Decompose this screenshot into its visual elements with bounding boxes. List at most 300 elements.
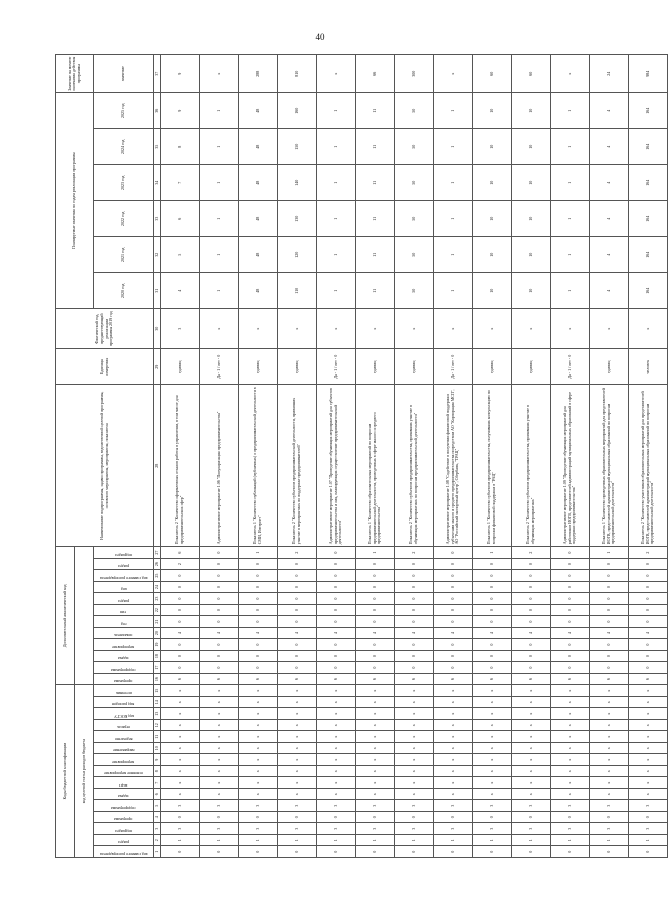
year-value: 11 xyxy=(356,237,395,273)
column-number: 16 xyxy=(154,673,161,685)
year-value: 1 xyxy=(200,93,239,129)
code-column-header xyxy=(94,800,154,812)
code-cell: x xyxy=(434,697,473,709)
code-cell: 0 xyxy=(161,616,200,628)
year-value: 1 xyxy=(551,93,590,129)
code-cell: x xyxy=(512,743,551,755)
code-cell: 0 xyxy=(278,558,317,570)
final-value: x xyxy=(434,55,473,93)
code-column-label: код главного распорядителя xyxy=(99,575,148,581)
code-cell: x xyxy=(317,766,356,778)
code-cell: 2 xyxy=(395,547,434,559)
year-value: 50 xyxy=(395,129,434,165)
code-cell: 0 xyxy=(239,593,278,605)
unit-cell: единиц xyxy=(278,349,317,385)
code-cell: 0 xyxy=(317,604,356,616)
column-number: 9 xyxy=(154,754,161,766)
code-cell: 2 xyxy=(161,558,200,570)
year-value: 8 xyxy=(161,129,200,165)
indicators-table xyxy=(55,54,668,858)
code-cell: x xyxy=(200,731,239,743)
code-cell: x xyxy=(629,708,668,720)
year-value: 9 xyxy=(161,93,200,129)
code-cell: 0 xyxy=(551,616,590,628)
code-cell: x xyxy=(239,743,278,755)
code-cell: x xyxy=(356,754,395,766)
final-value: 9 xyxy=(161,55,200,93)
code-cell: x xyxy=(278,685,317,697)
table-row xyxy=(356,55,395,858)
code-cell: 0 xyxy=(434,812,473,824)
analytic-code-header: Дополнительный аналитический код xyxy=(56,547,75,685)
code-cell: x xyxy=(200,720,239,732)
year-value: 164 xyxy=(629,93,668,129)
code-cell: 6 xyxy=(551,673,590,685)
code-column-label: тип xyxy=(120,610,127,616)
final-value: 60 xyxy=(473,55,512,93)
column-number: 15 xyxy=(154,685,161,697)
code-cell: 0 xyxy=(317,581,356,593)
code-cell: 0 xyxy=(473,616,512,628)
code-cell: 1 xyxy=(200,835,239,847)
column-number: 23 xyxy=(154,593,161,605)
code-cell: 0 xyxy=(434,558,473,570)
unit-cell: Да - 1 / нет - 0 xyxy=(317,349,356,385)
code-column-header xyxy=(94,720,154,732)
code-column-header xyxy=(94,766,154,778)
year-value: 48 xyxy=(239,93,278,129)
code-cell: x xyxy=(551,789,590,801)
year-value: 4 xyxy=(590,129,629,165)
code-cell: 6 xyxy=(512,673,551,685)
year-value: 160 xyxy=(278,93,317,129)
code-column-header xyxy=(94,754,154,766)
code-cell: 3 xyxy=(512,800,551,812)
final-value: 60 xyxy=(512,55,551,93)
code-cell: x xyxy=(161,720,200,732)
code-cell: x xyxy=(161,777,200,789)
base-value: x xyxy=(551,309,590,349)
code-cell: 0 xyxy=(473,650,512,662)
code-cell: x xyxy=(239,731,278,743)
code-cell: x xyxy=(434,743,473,755)
code-cell: 0 xyxy=(317,650,356,662)
code-cell: 0 xyxy=(200,558,239,570)
code-cell: x xyxy=(590,789,629,801)
code-cell: x xyxy=(317,720,356,732)
code-cell: 4 xyxy=(395,627,434,639)
year-value: 10 xyxy=(512,237,551,273)
year-header: 2021 год xyxy=(94,237,154,273)
budget-codes-header: Коды бюджетной классификации xyxy=(56,685,75,858)
indicator-name: Показатель 1 "Количество образовательных мероприятий по вопросам предпринимательской деятельности, проведенных в сфере малого и среднего предпринимательства" xyxy=(356,385,395,547)
code-cell: 4 xyxy=(317,627,356,639)
code-cell: x xyxy=(278,720,317,732)
code-cell: 0 xyxy=(356,662,395,674)
year-value: 1 xyxy=(200,273,239,309)
code-cell: 0 xyxy=(434,616,473,628)
name-header: Наименование подпрограммы, задачи программы, ведомственной целевой программы, основного мероприятия, мероприятия, показателя xyxy=(56,385,154,547)
code-cell: x xyxy=(395,731,434,743)
code-cell: 3 xyxy=(356,800,395,812)
code-column-header xyxy=(94,789,154,801)
code-cell: x xyxy=(356,766,395,778)
code-cell: 0 xyxy=(629,558,668,570)
code-cell: x xyxy=(473,720,512,732)
code-cell: x xyxy=(551,777,590,789)
table-row xyxy=(629,55,668,858)
code-cell: 6 xyxy=(629,673,668,685)
code-cell: x xyxy=(590,754,629,766)
column-number: 7 xyxy=(154,777,161,789)
code-cell: 0 xyxy=(161,593,200,605)
code-column-label: подпрограмма xyxy=(111,667,136,673)
code-column-header xyxy=(94,708,154,720)
code-cell: x xyxy=(434,731,473,743)
code-cell: x xyxy=(512,766,551,778)
year-value: 1 xyxy=(200,129,239,165)
code-cell: x xyxy=(356,743,395,755)
code-cell: 0 xyxy=(551,812,590,824)
code-cell: x xyxy=(590,708,629,720)
final-value: 984 xyxy=(629,55,668,93)
code-cell: x xyxy=(161,731,200,743)
year-value: 1 xyxy=(434,237,473,273)
indicator-name: Показатель 1 "Количество публикаций (публичных) о предпринимательской деятельности в СМИ, Интернет" xyxy=(239,385,278,547)
code-cell: 6 xyxy=(200,673,239,685)
code-cell: 0 xyxy=(629,604,668,616)
code-cell: 0 xyxy=(512,604,551,616)
code-cell: 0 xyxy=(512,662,551,674)
code-cell: 0 xyxy=(473,581,512,593)
year-value: 1 xyxy=(317,129,356,165)
code-cell: x xyxy=(473,708,512,720)
unit-cell: человек xyxy=(629,349,668,385)
indicator-name: Показатель 2 "Количество участников образовательных мероприятий для представителей ИОГВ, представителей администраций муниципальных образований по вопросам предпринимательской деятельности" xyxy=(629,385,668,547)
year-value: 1 xyxy=(317,93,356,129)
year-value: 4 xyxy=(590,165,629,201)
code-cell: 1 xyxy=(473,547,512,559)
code-column-label: показатель xyxy=(114,633,133,639)
code-cell: x xyxy=(551,685,590,697)
code-cell: 3 xyxy=(317,800,356,812)
code-cell: 4 xyxy=(629,627,668,639)
code-cell: 0 xyxy=(512,812,551,824)
code-cell: 0 xyxy=(239,581,278,593)
code-cell: 1 xyxy=(590,547,629,559)
year-value: 164 xyxy=(629,273,668,309)
code-cell: x xyxy=(473,743,512,755)
code-cell: 0 xyxy=(200,593,239,605)
indicator-name: Административное мероприятие 1.06 "Популяризация предпринимательства" xyxy=(200,385,239,547)
code-cell: x xyxy=(590,720,629,732)
code-cell: 0 xyxy=(395,570,434,582)
code-cell: 4 xyxy=(590,627,629,639)
code-cell: 0 xyxy=(200,650,239,662)
code-cell: 0 xyxy=(629,662,668,674)
code-cell: 0 xyxy=(434,570,473,582)
code-column-label: направление xyxy=(112,748,135,754)
code-cell: 1 xyxy=(317,835,356,847)
code-cell: 0 xyxy=(239,662,278,674)
year-value: 1 xyxy=(200,165,239,201)
code-column-label: раздел xyxy=(117,598,130,604)
code-column-header xyxy=(94,570,154,582)
code-cell: 6 xyxy=(590,673,629,685)
code-cell: 4 xyxy=(512,627,551,639)
code-cell: 0 xyxy=(629,650,668,662)
year-header: 2023 год xyxy=(94,165,154,201)
code-cell: 0 xyxy=(590,593,629,605)
code-cell: 0 xyxy=(629,812,668,824)
year-header: 2024 год xyxy=(94,129,154,165)
code-column-header xyxy=(94,558,154,570)
indicator-name: Административное мероприятие 1.09 "Проведение обучающих мероприятий для работников ИОГВ, представителей администраций муниципальных образований в сфере поддержки предпринимательства" xyxy=(551,385,590,547)
code-cell: 4 xyxy=(356,627,395,639)
code-cell: x xyxy=(629,754,668,766)
year-value: 164 xyxy=(629,129,668,165)
code-cell: 6 xyxy=(239,673,278,685)
code-cell: 0 xyxy=(434,547,473,559)
year-value: 7 xyxy=(161,165,200,201)
year-value: 48 xyxy=(239,165,278,201)
unit-header: Единица измерения xyxy=(56,349,154,385)
code-column-label: программа xyxy=(114,679,133,685)
code-cell: 0 xyxy=(473,812,512,824)
year-value: 10 xyxy=(473,165,512,201)
code-column-label: источник xyxy=(115,691,132,696)
code-cell: 3 xyxy=(434,800,473,812)
code-cell: 6 xyxy=(278,673,317,685)
table-row xyxy=(395,55,434,858)
code-cell: 0 xyxy=(629,639,668,651)
table-row xyxy=(239,55,278,858)
code-cell: 0 xyxy=(395,639,434,651)
table-row xyxy=(551,55,590,858)
code-cell: 3 xyxy=(239,823,278,835)
code-cell: x xyxy=(356,720,395,732)
code-cell: 0 xyxy=(629,846,668,858)
code-cell: x xyxy=(512,720,551,732)
code-cell: 0 xyxy=(278,581,317,593)
code-cell: 0 xyxy=(629,593,668,605)
code-cell: x xyxy=(473,789,512,801)
code-cell: 0 xyxy=(551,639,590,651)
code-cell: x xyxy=(629,777,668,789)
column-number: 2 xyxy=(154,835,161,847)
code-cell: 0 xyxy=(356,639,395,651)
code-cell: 3 xyxy=(434,823,473,835)
code-cell: 4 xyxy=(200,627,239,639)
code-cell: 0 xyxy=(161,846,200,858)
year-header: 2022 год xyxy=(94,201,154,237)
year-value: 120 xyxy=(278,237,317,273)
code-column-label: ВЦП xyxy=(119,783,128,788)
indicator-name: Показатель 2 "Количество субъектов предпринимательства, принявших участие в обучающих мероприятиях" xyxy=(512,385,551,547)
year-value: 10 xyxy=(473,273,512,309)
code-cell: 0 xyxy=(629,581,668,593)
year-value: 10 xyxy=(512,129,551,165)
year-value: 1 xyxy=(434,273,473,309)
code-cell: x xyxy=(512,754,551,766)
final-value: x xyxy=(200,55,239,93)
year-value: 150 xyxy=(278,129,317,165)
table-row xyxy=(473,55,512,858)
code-cell: x xyxy=(278,789,317,801)
year-value: 10 xyxy=(512,93,551,129)
code-cell: 0 xyxy=(200,812,239,824)
year-value: 1 xyxy=(200,237,239,273)
column-number: 5 xyxy=(154,800,161,812)
column-number: 14 xyxy=(154,697,161,709)
code-column-label: задача xyxy=(118,656,129,662)
code-column-label: раздел xyxy=(117,564,130,570)
year-value: 164 xyxy=(629,237,668,273)
code-cell: 0 xyxy=(473,639,512,651)
code-cell: 0 xyxy=(551,581,590,593)
column-number: 8 xyxy=(154,766,161,778)
code-column-label: основное мероприятие xyxy=(104,771,143,777)
code-cell: 0 xyxy=(551,593,590,605)
code-cell: 0 xyxy=(278,846,317,858)
code-column-label: мероприятие xyxy=(112,644,135,650)
code-column-label: ведомство xyxy=(114,737,133,742)
unit-cell: Да - 1 / нет - 0 xyxy=(551,349,590,385)
code-cell: x xyxy=(395,743,434,755)
year-value: 130 xyxy=(278,201,317,237)
base-value: x xyxy=(200,309,239,349)
base-value: x xyxy=(356,309,395,349)
code-cell: 0 xyxy=(590,650,629,662)
code-cell: 1 xyxy=(434,835,473,847)
code-cell: 1 xyxy=(161,835,200,847)
code-cell: x xyxy=(200,766,239,778)
code-cell: 3 xyxy=(473,823,512,835)
year-value: 6 xyxy=(161,201,200,237)
code-cell: x xyxy=(317,743,356,755)
year-value: 1 xyxy=(551,165,590,201)
column-number: 4 xyxy=(154,812,161,824)
code-cell: x xyxy=(356,697,395,709)
code-cell: 0 xyxy=(512,570,551,582)
code-cell: 0 xyxy=(434,604,473,616)
code-cell: x xyxy=(629,697,668,709)
code-cell: x xyxy=(317,708,356,720)
code-column-header xyxy=(94,662,154,674)
code-cell: 0 xyxy=(629,570,668,582)
code-cell: 6 xyxy=(317,673,356,685)
code-cell: x xyxy=(434,754,473,766)
year-value: 1 xyxy=(434,201,473,237)
code-cell: 0 xyxy=(356,570,395,582)
code-cell: 3 xyxy=(395,800,434,812)
code-cell: x xyxy=(473,685,512,697)
table-row xyxy=(278,55,317,858)
code-cell: 0 xyxy=(629,616,668,628)
code-cell: 6 xyxy=(161,673,200,685)
plan-header: Планируемые значения по годам реализации программы xyxy=(56,93,94,309)
code-cell: 1 xyxy=(551,835,590,847)
year-value: 50 xyxy=(395,165,434,201)
code-cell: 3 xyxy=(278,800,317,812)
code-cell: 0 xyxy=(395,662,434,674)
code-cell: 4 xyxy=(434,627,473,639)
year-value: 5 xyxy=(161,237,200,273)
code-column-header xyxy=(94,593,154,605)
code-cell: 3 xyxy=(161,800,200,812)
code-cell: 4 xyxy=(239,627,278,639)
code-column-header xyxy=(94,685,154,697)
year-value: 10 xyxy=(512,201,551,237)
year-value: 10 xyxy=(512,165,551,201)
code-cell: 3 xyxy=(356,823,395,835)
year-value: 10 xyxy=(473,129,512,165)
code-cell: x xyxy=(356,685,395,697)
year-value: 10 xyxy=(473,93,512,129)
code-cell: 3 xyxy=(629,800,668,812)
unit-cell: единиц xyxy=(395,349,434,385)
code-cell: x xyxy=(278,777,317,789)
final-value: 66 xyxy=(356,55,395,93)
rotated-table-page xyxy=(55,56,655,858)
base-year-header: Фактический год, предшествующий реализации программы 2019 год xyxy=(56,309,154,349)
code-column-label: вид расходов xyxy=(112,702,135,708)
code-cell: 0 xyxy=(278,616,317,628)
column-number: 35 xyxy=(154,129,161,165)
code-column-header xyxy=(94,835,154,847)
code-cell: x xyxy=(395,685,434,697)
code-cell: x xyxy=(434,789,473,801)
code-cell: 1 xyxy=(278,835,317,847)
code-cell: x xyxy=(239,685,278,697)
year-value: 11 xyxy=(356,129,395,165)
code-cell: 3 xyxy=(551,823,590,835)
year-value: 48 xyxy=(239,273,278,309)
code-column-header xyxy=(94,604,154,616)
indicator-name: Показатель 2 "Количество субъектов предпринимательства, принявших участие в обучающих мероприятиях по вопросам предпринимательской деятельности" xyxy=(395,385,434,547)
year-value: 50 xyxy=(395,273,434,309)
code-cell: 0 xyxy=(317,616,356,628)
code-cell: x xyxy=(239,777,278,789)
base-value: x xyxy=(512,309,551,349)
code-column-label: программа xyxy=(114,817,133,823)
code-cell: 0 xyxy=(590,558,629,570)
code-cell: x xyxy=(278,754,317,766)
base-value: 3 xyxy=(161,309,200,349)
code-cell: x xyxy=(590,777,629,789)
code-column-label: подпрограмма xyxy=(111,806,136,811)
column-number: 26 xyxy=(154,558,161,570)
code-cell: 0 xyxy=(473,662,512,674)
code-cell: x xyxy=(161,697,200,709)
column-number: 19 xyxy=(154,639,161,651)
table-row xyxy=(590,55,629,858)
code-cell: 0 xyxy=(590,570,629,582)
code-cell: 1 xyxy=(473,835,512,847)
column-number: 25 xyxy=(154,570,161,582)
code-cell: 0 xyxy=(239,558,278,570)
code-cell: x xyxy=(473,766,512,778)
code-cell: 0 xyxy=(434,593,473,605)
code-cell: 0 xyxy=(161,812,200,824)
final-sub-header: значение xyxy=(94,55,154,93)
code-cell: x xyxy=(512,789,551,801)
code-cell: x xyxy=(551,766,590,778)
code-cell: x xyxy=(239,766,278,778)
code-cell: 0 xyxy=(395,593,434,605)
year-value: 48 xyxy=(239,237,278,273)
code-cell: 0 xyxy=(512,846,551,858)
